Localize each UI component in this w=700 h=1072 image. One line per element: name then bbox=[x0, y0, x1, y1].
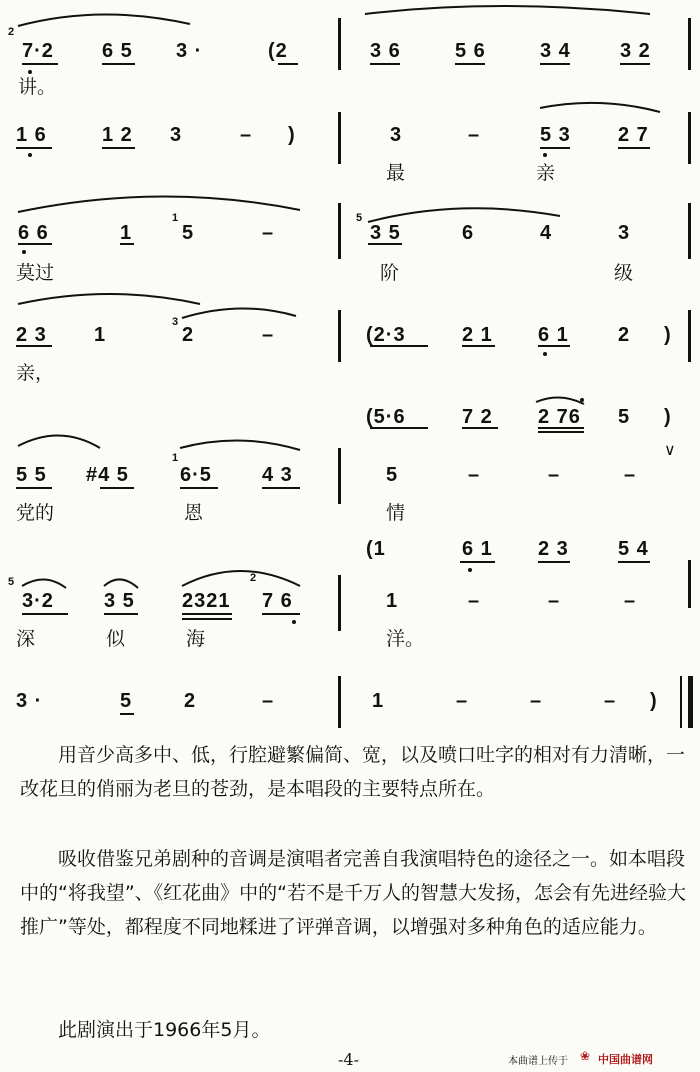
note-group: – bbox=[262, 690, 275, 712]
note-group: 1 bbox=[94, 324, 107, 346]
note-group: 1 bbox=[372, 690, 385, 712]
note-group: 5 6 bbox=[455, 40, 486, 62]
note-group: – bbox=[262, 222, 275, 244]
paragraph: 吸收借鉴兄弟剧种的音调是演唱者完善自我演唱特色的途径之一。如本唱段中的“将我望”、《红花曲》中的“若不是千万人的智慧大发扬，怎会有先进经验大推广”等处，都程度不同地糅进了评弹音调，以增强对多种角色的适应能力。 bbox=[20, 848, 687, 938]
grace-note: 2 bbox=[8, 26, 15, 38]
note-group: 3 5 bbox=[370, 222, 401, 244]
lyric: 级 bbox=[614, 262, 634, 284]
note-group: 2 76 bbox=[538, 406, 581, 428]
paragraph: 用音少高多中、低，行腔避繁偏简、宽，以及喷口吐字的相对有力清晰，一改花旦的俏丽为老旦的苍劲，是本唱段的主要特点所在。 bbox=[20, 744, 686, 800]
note-group: 5 4 bbox=[618, 538, 649, 560]
note-group: 6 bbox=[462, 222, 475, 244]
grace-note: 5 bbox=[356, 212, 363, 224]
note-group: – bbox=[624, 590, 637, 612]
grace-note: 1 bbox=[172, 212, 179, 224]
note-group: – bbox=[548, 590, 561, 612]
note-group: (5·6 bbox=[366, 406, 406, 428]
note-group: 3 5 bbox=[104, 590, 135, 612]
note-group: 7·2 bbox=[22, 40, 54, 62]
note-group: 4 bbox=[540, 222, 553, 244]
lyric: 讲。 bbox=[18, 76, 57, 98]
note-group: 5 bbox=[618, 406, 631, 428]
note-group: – bbox=[468, 590, 481, 612]
note-group: – bbox=[530, 690, 543, 712]
note-group: 5 5 bbox=[16, 464, 47, 486]
note-group: 5 bbox=[120, 690, 133, 712]
note-group: – bbox=[468, 464, 481, 486]
site-logo-text: 中国曲谱网 bbox=[598, 1053, 653, 1066]
note-group: 2 bbox=[618, 324, 631, 346]
grace-note: 1 bbox=[172, 452, 179, 464]
note-group: ) bbox=[288, 124, 296, 146]
note-group: – bbox=[468, 124, 481, 146]
note-group: (1 bbox=[366, 538, 386, 560]
lyric: 莫过 bbox=[16, 262, 55, 284]
grace-note: 3 bbox=[172, 316, 179, 328]
lyric: 最 bbox=[386, 162, 406, 184]
note-group: 5 bbox=[182, 222, 195, 244]
lyric: 情 bbox=[386, 502, 406, 524]
lyric: 阶 bbox=[380, 262, 400, 284]
note-group: 2 bbox=[184, 690, 197, 712]
page-number: -4- bbox=[338, 1050, 359, 1069]
lyric: 亲 bbox=[536, 162, 556, 184]
note-group: #4 5 bbox=[86, 464, 129, 486]
lyric: 党的 bbox=[16, 502, 55, 524]
note-group: 4 3 bbox=[262, 464, 293, 486]
note-group: 3 · bbox=[176, 40, 203, 62]
note-group: (2·3 bbox=[366, 324, 406, 346]
lyric: 海 bbox=[186, 628, 206, 650]
note-group: (2 bbox=[268, 40, 288, 62]
note-group: 3·2 bbox=[22, 590, 54, 612]
note-group: ) bbox=[650, 690, 658, 712]
site-logo-icon: ❀ bbox=[580, 1049, 591, 1063]
note-group: 3 6 bbox=[370, 40, 401, 62]
note-group: – bbox=[604, 690, 617, 712]
note-group: – bbox=[456, 690, 469, 712]
note-group: 3 · bbox=[16, 690, 43, 712]
upload-source-text: 本曲谱上传于 bbox=[508, 1056, 568, 1067]
note-group: – bbox=[548, 464, 561, 486]
note-group: ) bbox=[664, 324, 672, 346]
lyric: 恩 bbox=[184, 502, 204, 524]
note-group: 2 7 bbox=[618, 124, 649, 146]
note-group: 7 6 bbox=[262, 590, 293, 612]
lyric: 深 bbox=[16, 628, 36, 650]
note-group: 2 3 bbox=[16, 324, 47, 346]
note-group: 5 3 bbox=[540, 124, 571, 146]
note-group: 6 1 bbox=[462, 538, 493, 560]
note-group: ) bbox=[664, 406, 672, 428]
note-group: 3 2 bbox=[620, 40, 651, 62]
note-group: 6 1 bbox=[538, 324, 569, 346]
lyric: 似 bbox=[106, 628, 126, 650]
note-group: 2 bbox=[182, 324, 195, 346]
note-group: – bbox=[624, 464, 637, 486]
lyric: 洋。 bbox=[386, 628, 425, 650]
note-group: – bbox=[262, 324, 275, 346]
note-group: 1 bbox=[120, 222, 133, 244]
note-group: 1 6 bbox=[16, 124, 47, 146]
note-group: 2 1 bbox=[462, 324, 493, 346]
note-group: 6 5 bbox=[102, 40, 133, 62]
note-group: 3 bbox=[170, 124, 183, 146]
breath-mark-icon: ∨ bbox=[664, 440, 676, 459]
note-group: 1 2 bbox=[102, 124, 133, 146]
note-group: 6 6 bbox=[18, 222, 49, 244]
note-group: 5 bbox=[386, 464, 399, 486]
note-group: 7 2 bbox=[462, 406, 493, 428]
note-group: 6·5 bbox=[180, 464, 212, 486]
paragraph: 此剧演出于1966年5月。 bbox=[58, 1019, 271, 1041]
lyric: 亲， bbox=[16, 362, 55, 384]
note-group: 2321 bbox=[182, 590, 231, 612]
note-group: – bbox=[240, 124, 253, 146]
note-group: 2 3 bbox=[538, 538, 569, 560]
grace-note: 2 bbox=[250, 572, 257, 584]
note-group: 3 bbox=[618, 222, 631, 244]
note-group: 1 bbox=[386, 590, 399, 612]
note-group: 3 bbox=[390, 124, 403, 146]
grace-note: 5 bbox=[8, 576, 15, 588]
note-group: 3 4 bbox=[540, 40, 571, 62]
